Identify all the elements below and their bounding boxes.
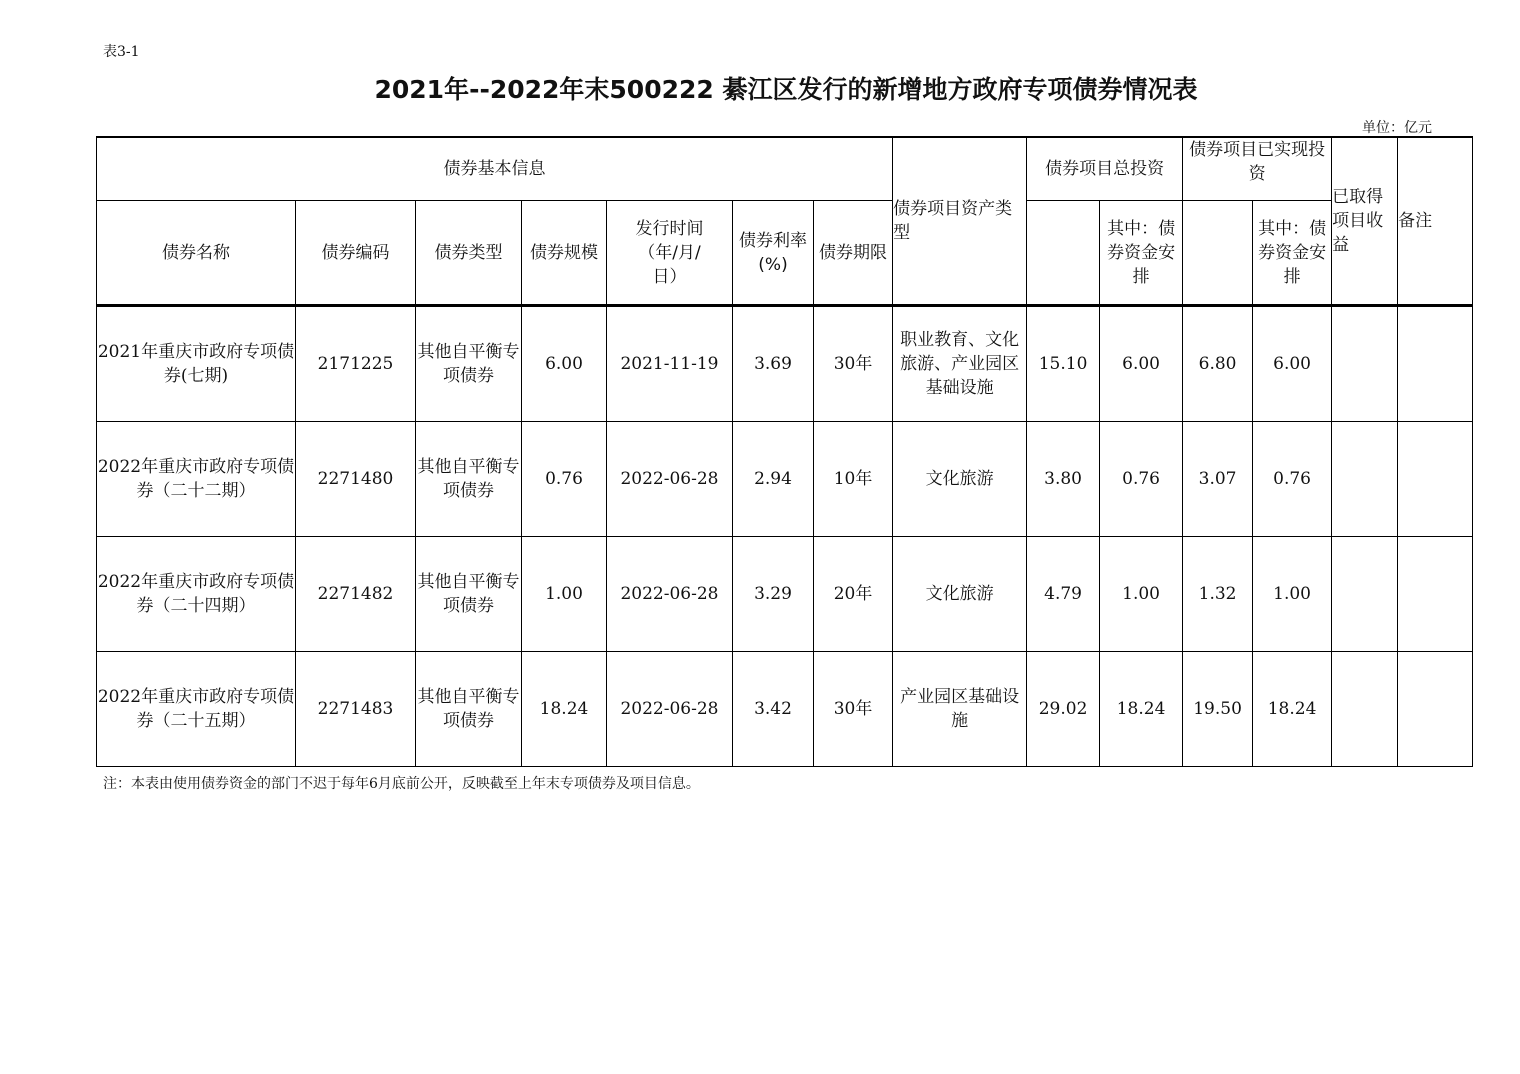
header-total-investment: 债券项目总投资 [1027, 137, 1183, 201]
bond-table [96, 136, 1473, 767]
cell-code: 2171225 [296, 306, 416, 422]
cell-realized: 1.32 [1183, 537, 1253, 652]
header-row-1 [97, 137, 1473, 201]
footnote: 注：本表由使用债券资金的部门不迟于每年6月底前公开，反映截至上年末专项债券及项目信息。 [103, 776, 700, 792]
cell-total-investment: 29.02 [1027, 652, 1100, 767]
cell-scale: 6.00 [522, 306, 607, 422]
cell-scale: 1.00 [522, 537, 607, 652]
cell-type: 其他自平衡专项债券 [416, 422, 522, 537]
cell-date: 2022-06-28 [607, 422, 733, 537]
cell-revenue [1332, 652, 1398, 767]
cell-code: 2271480 [296, 422, 416, 537]
cell-term: 20年 [814, 537, 893, 652]
cell-date: 2021-11-19 [607, 306, 733, 422]
cell-asset-type: 文化旅游 [893, 537, 1027, 652]
table-body [97, 137, 1473, 767]
cell-date: 2022-06-28 [607, 537, 733, 652]
header-total-blank [1027, 201, 1100, 306]
header-total-bond: 其中：债券资金安排 [1100, 201, 1183, 306]
cell-name: 2021年重庆市政府专项债券(七期) [97, 306, 296, 422]
cell-realized: 19.50 [1183, 652, 1253, 767]
cell-realized-bond: 0.76 [1253, 422, 1332, 537]
cell-code: 2271483 [296, 652, 416, 767]
header-bond-name: 债券名称 [97, 201, 296, 306]
cell-realized: 6.80 [1183, 306, 1253, 422]
cell-name: 2022年重庆市政府专项债券（二十二期） [97, 422, 296, 537]
cell-total-bond: 0.76 [1100, 422, 1183, 537]
cell-remarks [1398, 652, 1473, 767]
header-remarks: 备注 [1398, 137, 1473, 306]
cell-realized-bond: 1.00 [1253, 537, 1332, 652]
cell-rate: 2.94 [733, 422, 814, 537]
table-row [97, 652, 1473, 767]
cell-total-investment: 15.10 [1027, 306, 1100, 422]
cell-scale: 0.76 [522, 422, 607, 537]
cell-code: 2271482 [296, 537, 416, 652]
header-interest-rate: 债券利率(%) [733, 201, 814, 306]
table-row [97, 537, 1473, 652]
cell-type: 其他自平衡专项债券 [416, 652, 522, 767]
cell-realized-bond: 18.24 [1253, 652, 1332, 767]
header-bond-code: 债券编码 [296, 201, 416, 306]
cell-total-investment: 4.79 [1027, 537, 1100, 652]
unit-label: 单位：亿元 [1362, 120, 1432, 136]
cell-remarks [1398, 306, 1473, 422]
cell-date: 2022-06-28 [607, 652, 733, 767]
header-asset-type: 债券项目资产类型 [893, 137, 1027, 306]
cell-realized: 3.07 [1183, 422, 1253, 537]
header-realized-blank [1183, 201, 1253, 306]
header-term: 债券期限 [814, 201, 893, 306]
cell-asset-type: 产业园区基础设施 [893, 652, 1027, 767]
cell-total-bond: 18.24 [1100, 652, 1183, 767]
cell-rate: 3.69 [733, 306, 814, 422]
cell-asset-type: 文化旅游 [893, 422, 1027, 537]
cell-total-bond: 6.00 [1100, 306, 1183, 422]
cell-revenue [1332, 537, 1398, 652]
cell-type: 其他自平衡专项债券 [416, 537, 522, 652]
cell-name: 2022年重庆市政府专项债券（二十四期） [97, 537, 296, 652]
cell-realized-bond: 6.00 [1253, 306, 1332, 422]
cell-asset-type: 职业教育、文化旅游、产业园区基础设施 [893, 306, 1027, 422]
cell-total-bond: 1.00 [1100, 537, 1183, 652]
cell-rate: 3.42 [733, 652, 814, 767]
header-basic-info: 债券基本信息 [97, 137, 893, 201]
cell-term: 30年 [814, 652, 893, 767]
header-bond-type: 债券类型 [416, 201, 522, 306]
cell-type: 其他自平衡专项债券 [416, 306, 522, 422]
cell-total-investment: 3.80 [1027, 422, 1100, 537]
cell-term: 10年 [814, 422, 893, 537]
header-bond-scale: 债券规模 [522, 201, 607, 306]
cell-revenue [1332, 306, 1398, 422]
cell-scale: 18.24 [522, 652, 607, 767]
header-realized-bond: 其中：债券资金安排 [1253, 201, 1332, 306]
header-revenue: 已取得项目收益 [1332, 137, 1398, 306]
header-realized-investment: 债券项目已实现投资 [1183, 137, 1332, 201]
cell-name: 2022年重庆市政府专项债券（二十五期） [97, 652, 296, 767]
cell-remarks [1398, 537, 1473, 652]
cell-rate: 3.29 [733, 537, 814, 652]
table-row [97, 306, 1473, 422]
table-id: 表3-1 [103, 44, 140, 60]
table-row [97, 422, 1473, 537]
page-title: 2021年--2022年末500222 綦江区发行的新增地方政府专项债券情况表 [374, 75, 1198, 104]
cell-revenue [1332, 422, 1398, 537]
header-row-2 [97, 201, 1473, 306]
cell-term: 30年 [814, 306, 893, 422]
header-issue-date: 发行时间（年/月/日） [607, 201, 733, 306]
cell-remarks [1398, 422, 1473, 537]
